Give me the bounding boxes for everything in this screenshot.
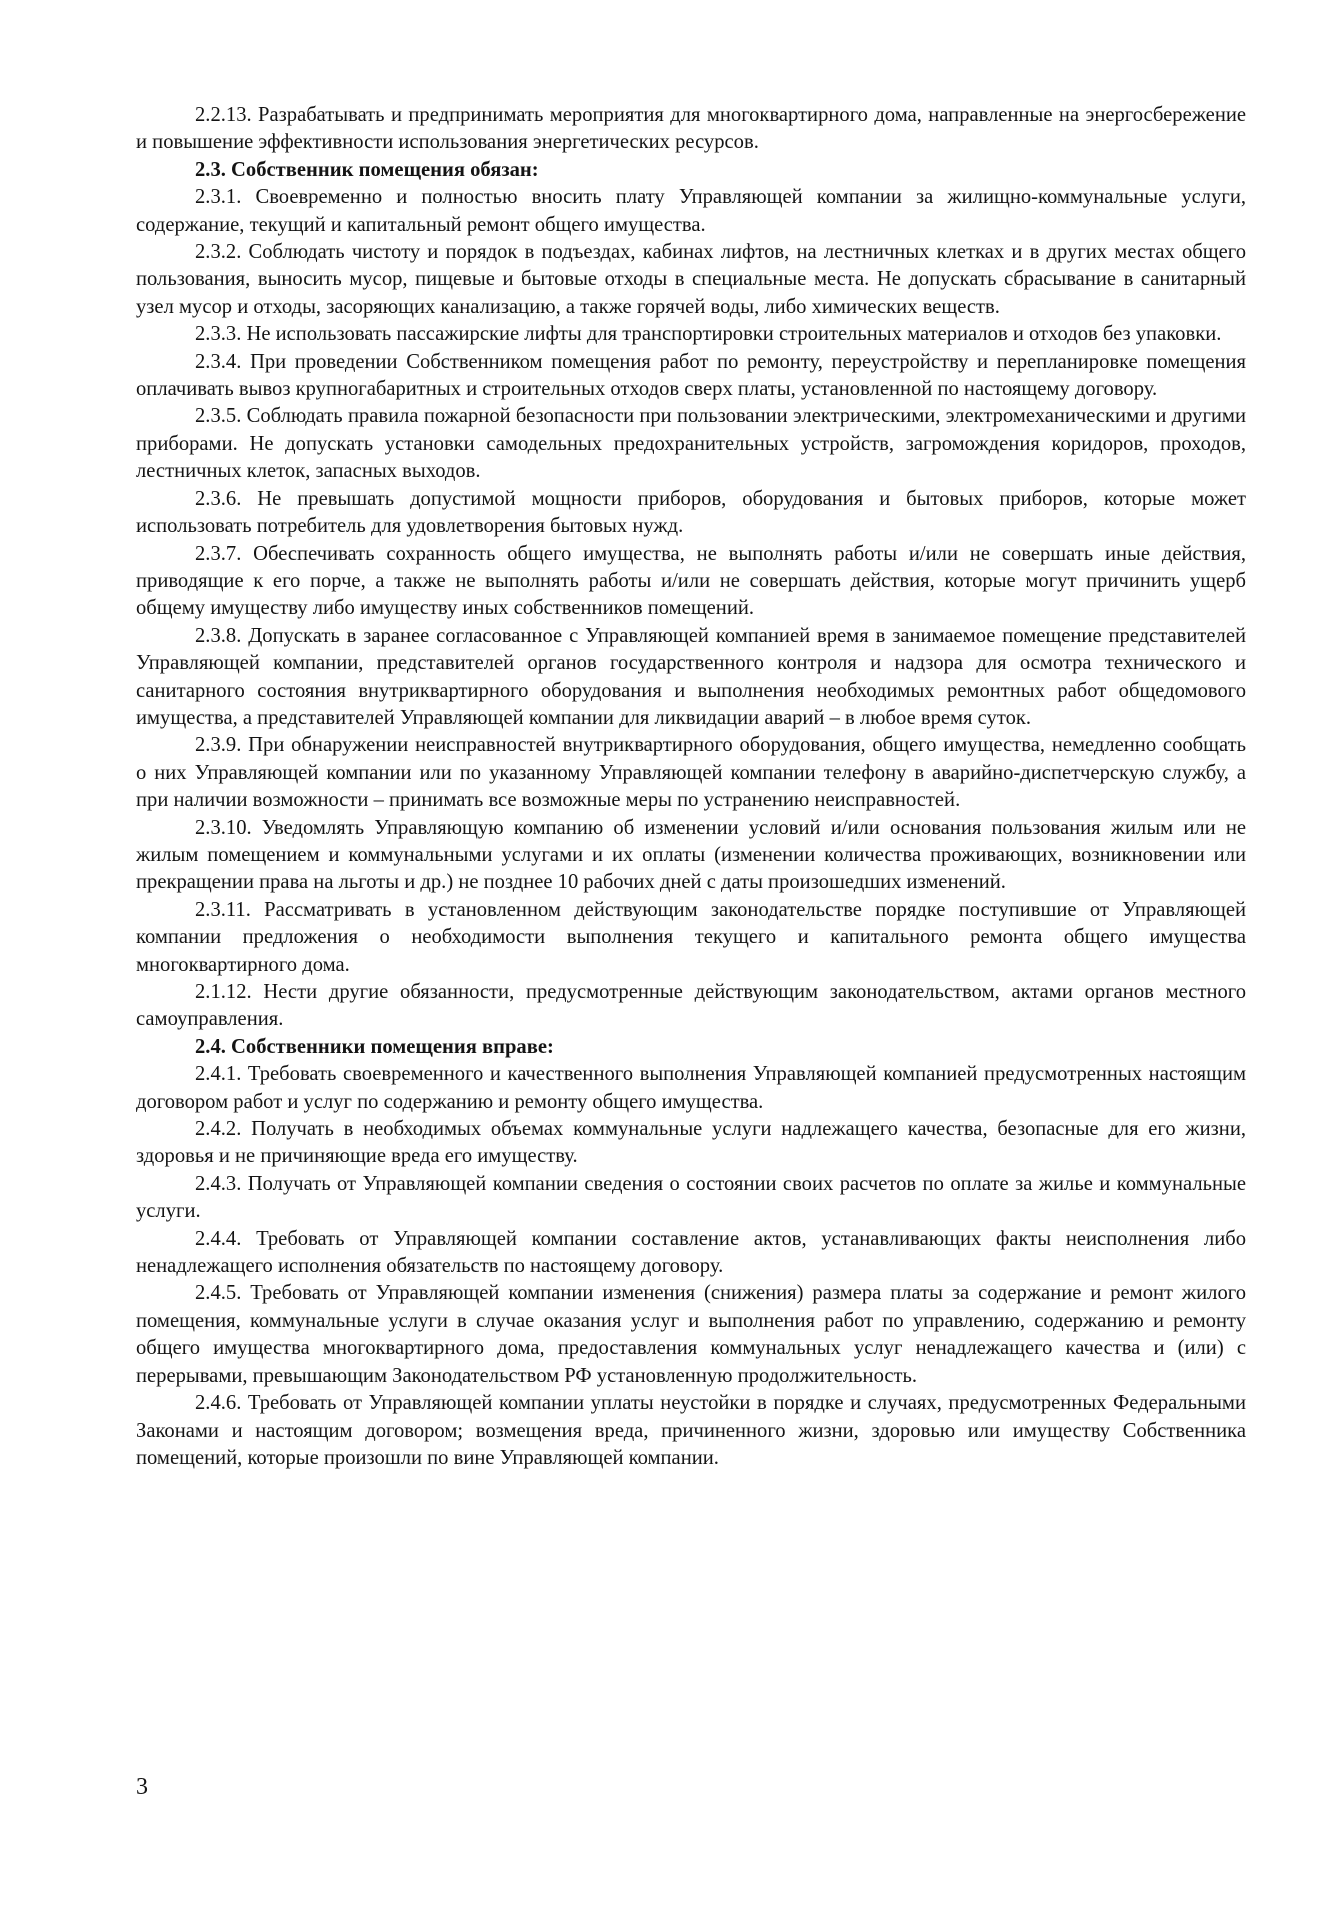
paragraph-2-4-5: 2.4.5. Требовать от Управляющей компании изменения (снижения) размера платы за содержание и ремонт жилого помещения, коммунальные услуги в случае оказания услуг и выполнения работ по управлению, содержанию и ремонту общего имущества многоквартирного дома, предоставления коммунальных услуг ненадлежащего качества и (или) с перерывами, превышающим Законодательством РФ установленную продолжительность. (136, 1282, 1246, 1387)
paragraph-2-3-4: 2.3.4. При проведении Собственником помещения работ по ремонту, переустройству и перепланировке помещения оплачивать вывоз крупногабаритных и строительных отходов сверх платы, установленной по настоящему договору. (136, 350, 1246, 401)
paragraph-2-3-8: 2.3.8. Допускать в заранее согласованное с Управляющей компанией время в занимаемое помещение представителей Управляющей компании, представителей органов государственного контроля и надзора для осмотра технического и санитарного состояния внутриквартирного оборудования и выполнения необходимых ремонтных работ общедомового имущества, а представителей Управляющей компании для ликвидации аварий – в любое время суток. (136, 624, 1246, 729)
page-number: 3 (136, 1774, 148, 1800)
paragraph-2-1-12: 2.1.12. Нести другие обязанности, предусмотренные действующим законодательством, актами органов местного самоуправления. (136, 981, 1246, 1031)
section-heading-2-3: 2.3. Собственник помещения обязан: (195, 158, 539, 181)
paragraph-2-4-6: 2.4.6. Требовать от Управляющей компании уплаты неустойки в порядке и случаях, предусмотренных Федеральными Законами и настоящим договором; возмещения вреда, причиненного жизни, здоровью или имуществу Собственника помещений, которые произошли по вине Управляющей компании. (136, 1392, 1246, 1469)
paragraph-2-3-5: 2.3.5. Соблюдать правила пожарной безопасности при пользовании электрическими, электромеханическими и другими приборами. Не допускать установки самодельных предохранительных устройств, загромождения коридоров, проходов, лестничных клеток, запасных выходов. (136, 405, 1246, 483)
paragraph-2-4-1: 2.4.1. Требовать своевременного и качественного выполнения Управляющей компанией предусмотренных настоящим договором работ и услуг по содержанию и ремонту общего имущества. (136, 1063, 1246, 1113)
paragraph-2-3-6: 2.3.6. Не превышать допустимой мощности приборов, оборудования и бытовых приборов, которые может использовать потребитель для удовлетворения бытовых нужд. (136, 487, 1246, 538)
section-heading-2-4: 2.4. Собственники помещения вправе: (195, 1035, 554, 1058)
paragraph-2-3-10: 2.3.10. Уведомлять Управляющую компанию об изменении условий и/или основания пользования жилым или не жилым помещением и коммунальными услугами и их оплаты (изменении количества проживающих, возникновении или прекращении права на льготы и др.) не позднее 10 рабочих дней с даты произошедших изменений. (136, 816, 1246, 894)
paragraph-2-3-3: 2.3.3. Не использовать пассажирские лифты для транспортировки строительных материалов и отходов без упаковки. (195, 323, 1222, 346)
paragraph-2-4-3: 2.4.3. Получать от Управляющей компании сведения о состоянии своих расчетов по оплате за жилье и коммунальные услуги. (136, 1172, 1246, 1223)
paragraph-2-3-2: 2.3.2. Соблюдать чистоту и порядок в подъездах, кабинах лифтов, на лестничных клетках и в других местах общего пользования, выносить мусор, пищевые и бытовые отходы в специальные места. Не допускать сбрасывание в санитарный узел мусор и отходы, засоряющих канализацию, а также горячей воды, либо химических веществ. (136, 241, 1246, 318)
paragraph-2-2-13: 2.2.13. Разрабатывать и предпринимать мероприятия для многоквартирного дома, направленные на энергосбережение и повышение эффективности использования энергетических ресурсов. (136, 104, 1246, 154)
paragraph-2-3-9: 2.3.9. При обнаружении неисправностей внутриквартирного оборудования, общего имущества, немедленно сообщать о них Управляющей компании или по указанному Управляющей компании телефону в аварийно-диспетчерскую службу, а при наличии возможности – принимать все возможные меры по устранению неисправностей. (136, 734, 1246, 812)
paragraph-2-4-2: 2.4.2. Получать в необходимых объемах коммунальные услуги надлежащего качества, безопасные для его жизни, здоровья и не причиняющие вреда его имуществу. (136, 1118, 1246, 1168)
paragraph-2-3-1: 2.3.1. Своевременно и полностью вносить плату Управляющей компании за жилищно-коммунальные услуги, содержание, текущий и капитальный ремонт общего имущества. (136, 186, 1246, 236)
document-page (136, 102, 1246, 1472)
paragraph-2-4-4: 2.4.4. Требовать от Управляющей компании составление актов, устанавливающих факты неисполнения либо ненадлежащего исполнения обязательств по настоящему договору. (136, 1227, 1246, 1278)
paragraph-2-3-7: 2.3.7. Обеспечивать сохранность общего имущества, не выполнять работы и/или не совершать иные действия, приводящие к его порче, а также не выполнять работы и/или не совершать действия, которые могут причинить ущерб общему имуществу либо имуществу иных собственников помещений. (136, 542, 1246, 620)
paragraph-2-3-11: 2.3.11. Рассматривать в установленном действующим законодательстве порядке поступившие от Управляющей компании предложения о необходимости выполнения текущего и капитального ремонта общего имущества многоквартирного дома. (136, 898, 1246, 976)
